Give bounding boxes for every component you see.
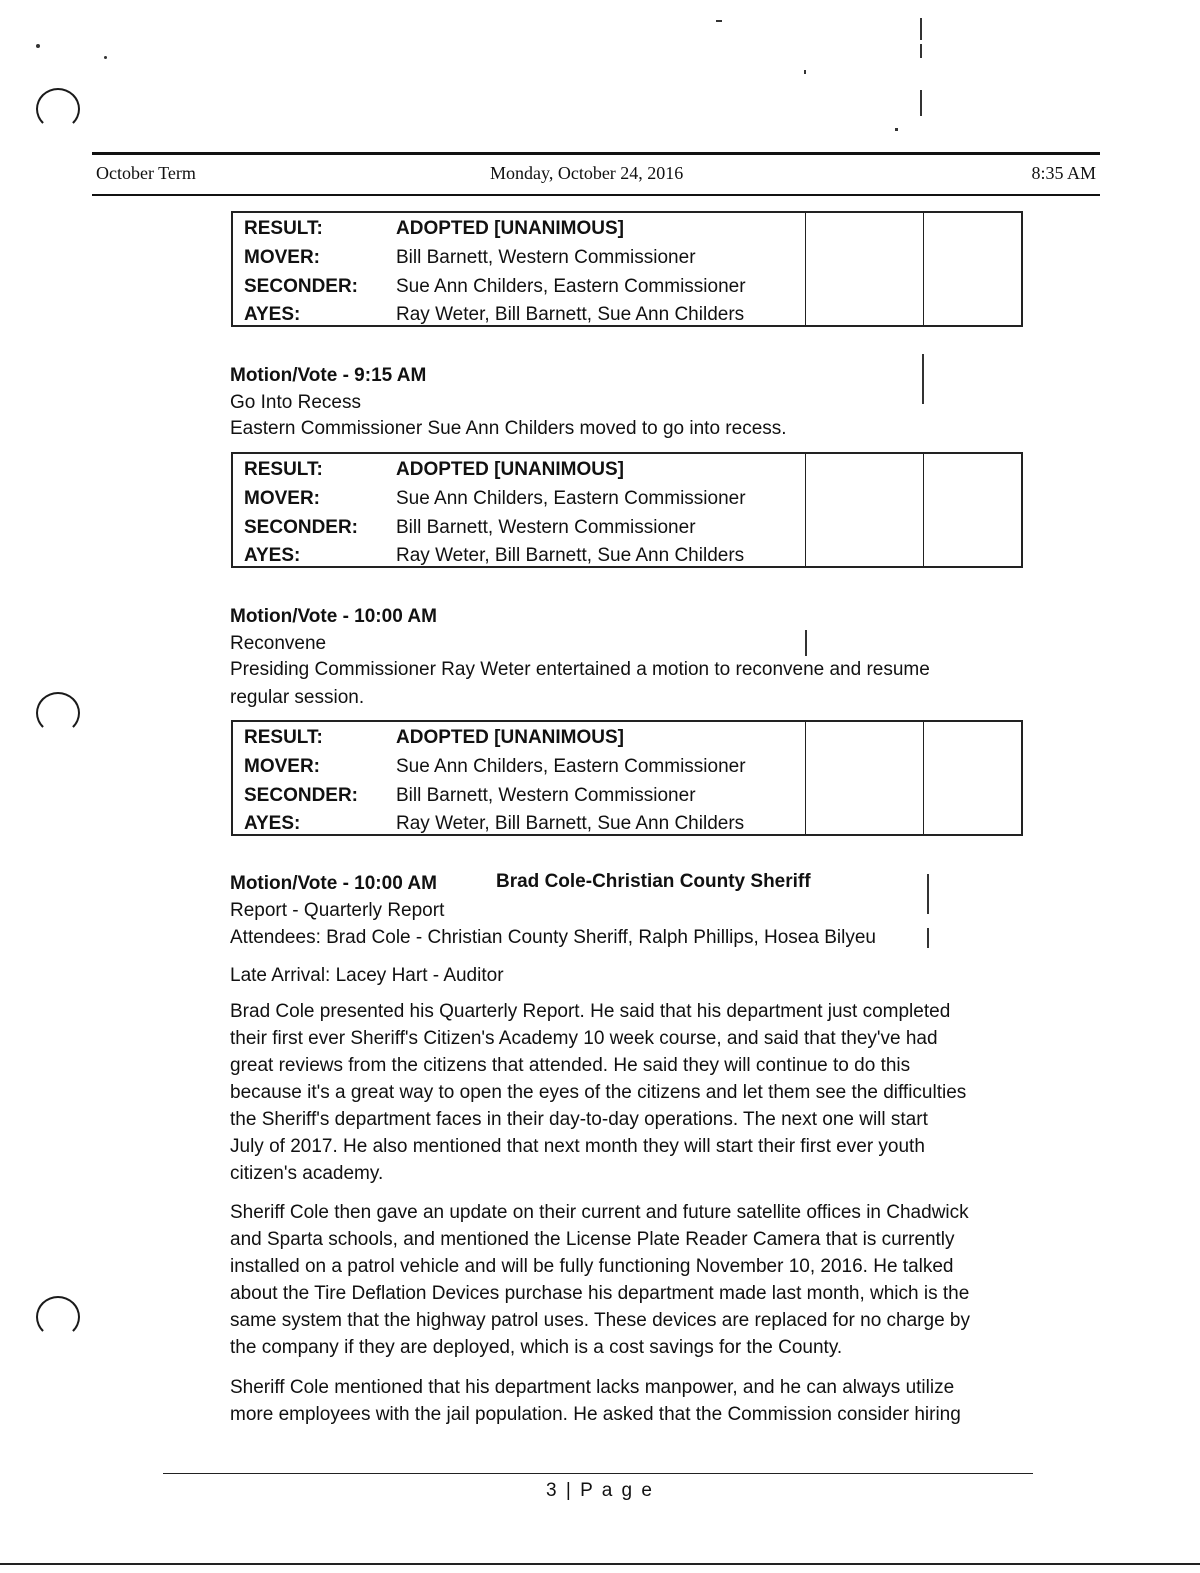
ayes-label: AYES: bbox=[244, 304, 301, 325]
page-number: 3 | P a g e bbox=[546, 1480, 654, 1501]
mover-value: Sue Ann Childers, Eastern Commissioner bbox=[396, 756, 746, 777]
header-time: 8:35 AM bbox=[1031, 163, 1096, 183]
motion-heading: Motion/Vote - 9:15 AM bbox=[230, 365, 427, 386]
paragraph-line: Sheriff Cole mentioned that his department lacks manpower, and he can always utilize bbox=[230, 1377, 955, 1398]
motion-heading: Motion/Vote - 10:00 AM bbox=[230, 873, 437, 894]
binder-hole-middle bbox=[36, 692, 80, 734]
scan-speck bbox=[895, 128, 898, 131]
paragraph-line: July of 2017. He also mentioned that next month they will start their first ever youth bbox=[230, 1136, 925, 1157]
paragraph bbox=[230, 1199, 1030, 1361]
paragraph bbox=[230, 1374, 1030, 1428]
result-label: RESULT: bbox=[244, 727, 323, 748]
result-value: ADOPTED [UNANIMOUS] bbox=[396, 459, 624, 480]
binder-hole-top bbox=[36, 88, 80, 130]
paragraph-line: Brad Cole presented his Quarterly Report. He said that his department just completed bbox=[230, 1001, 951, 1022]
vote-table bbox=[231, 452, 1023, 568]
scan-speck bbox=[36, 44, 40, 48]
vote-table bbox=[231, 720, 1023, 836]
result-label: RESULT: bbox=[244, 459, 323, 480]
header-rule-top bbox=[92, 152, 1100, 155]
paragraph-line: their first ever Sheriff's Citizen's Academy 10 week course, and said that they've had bbox=[230, 1028, 938, 1049]
header-rule-bottom bbox=[92, 194, 1100, 196]
mover-value: Bill Barnett, Western Commissioner bbox=[396, 247, 696, 268]
paragraph-line: same system that the highway patrol uses. These devices are replaced for no charge by bbox=[230, 1310, 970, 1331]
scan-speck bbox=[804, 70, 806, 74]
mover-label: MOVER: bbox=[244, 247, 320, 268]
table-divider bbox=[923, 722, 924, 834]
paragraph-line: great reviews from the citizens that attended. He said they will continue to do this bbox=[230, 1055, 911, 1076]
ayes-label: AYES: bbox=[244, 813, 301, 834]
motion-title: Go Into Recess bbox=[230, 392, 361, 413]
seconder-value: Bill Barnett, Western Commissioner bbox=[396, 785, 696, 806]
scan-mark bbox=[927, 928, 929, 948]
ayes-value: Ray Weter, Bill Barnett, Sue Ann Childers bbox=[396, 545, 745, 566]
paragraph-line: citizen's academy. bbox=[230, 1163, 384, 1184]
mover-value: Sue Ann Childers, Eastern Commissioner bbox=[396, 488, 746, 509]
mover-label: MOVER: bbox=[244, 488, 320, 509]
seconder-label: SECONDER: bbox=[244, 517, 359, 538]
scan-mark bbox=[922, 354, 924, 404]
scan-mark bbox=[927, 874, 929, 914]
ayes-value: Ray Weter, Bill Barnett, Sue Ann Childers bbox=[396, 304, 745, 325]
table-divider bbox=[923, 213, 924, 325]
motion-description: Eastern Commissioner Sue Ann Childers moved to go into recess. bbox=[230, 418, 787, 439]
scan-mark bbox=[920, 44, 922, 58]
mover-label: MOVER: bbox=[244, 756, 320, 777]
paragraph-line: more employees with the jail population. He asked that the Commission consider hiring bbox=[230, 1404, 961, 1425]
ayes-value: Ray Weter, Bill Barnett, Sue Ann Childers bbox=[396, 813, 745, 834]
table-divider bbox=[805, 213, 806, 325]
scan-speck bbox=[104, 56, 107, 59]
attendees: Attendees: Brad Cole - Christian County Sheriff, Ralph Phillips, Hosea Bilyeu bbox=[230, 927, 876, 948]
result-value: ADOPTED [UNANIMOUS] bbox=[396, 218, 624, 239]
paragraph-line: because it's a great way to open the eyes of the citizens and let them see the difficulties bbox=[230, 1082, 967, 1103]
seconder-label: SECONDER: bbox=[244, 276, 359, 297]
result-value: ADOPTED [UNANIMOUS] bbox=[396, 727, 624, 748]
scan-mark bbox=[920, 90, 922, 116]
table-divider bbox=[805, 454, 806, 566]
table-divider bbox=[923, 454, 924, 566]
ayes-label: AYES: bbox=[244, 545, 301, 566]
paragraph-line: Sheriff Cole then gave an update on their current and future satellite offices in Chadwick bbox=[230, 1202, 969, 1223]
seconder-value: Sue Ann Childers, Eastern Commissioner bbox=[396, 276, 746, 297]
motion-description: regular session. bbox=[230, 687, 365, 708]
header-term: October Term bbox=[96, 163, 196, 183]
motion-description: Presiding Commissioner Ray Weter entertained a motion to reconvene and resume bbox=[230, 659, 930, 680]
paragraph-line: installed on a patrol vehicle and will be fully functioning November 10, 2016. He talked bbox=[230, 1256, 954, 1277]
scan-edge-line bbox=[0, 1563, 1200, 1565]
table-divider bbox=[805, 722, 806, 834]
seconder-value: Bill Barnett, Western Commissioner bbox=[396, 517, 696, 538]
paragraph-line: the company if they are deployed, which is a cost savings for the County. bbox=[230, 1337, 843, 1358]
motion-title: Report - Quarterly Report bbox=[230, 900, 445, 921]
scan-mark bbox=[805, 630, 807, 656]
motion-heading: Motion/Vote - 10:00 AM bbox=[230, 606, 437, 627]
binder-hole-bottom bbox=[36, 1296, 80, 1338]
motion-subject: Brad Cole-Christian County Sheriff bbox=[496, 871, 811, 892]
footer-rule bbox=[163, 1473, 1033, 1474]
header-date: Monday, October 24, 2016 bbox=[490, 163, 684, 183]
vote-table bbox=[231, 211, 1023, 327]
paragraph-line: and Sparta schools, and mentioned the License Plate Reader Camera that is currently bbox=[230, 1229, 955, 1250]
paragraph-line: the Sheriff's department faces in their day-to-day operations. The next one will start bbox=[230, 1109, 928, 1130]
paragraph bbox=[230, 998, 1030, 1187]
late-arrival: Late Arrival: Lacey Hart - Auditor bbox=[230, 965, 504, 986]
paragraph-line: about the Tire Deflation Devices purchase his department made last month, which is the bbox=[230, 1283, 970, 1304]
seconder-label: SECONDER: bbox=[244, 785, 359, 806]
scan-speck bbox=[716, 20, 722, 22]
result-label: RESULT: bbox=[244, 218, 323, 239]
motion-title: Reconvene bbox=[230, 633, 327, 654]
scan-mark bbox=[920, 18, 922, 40]
